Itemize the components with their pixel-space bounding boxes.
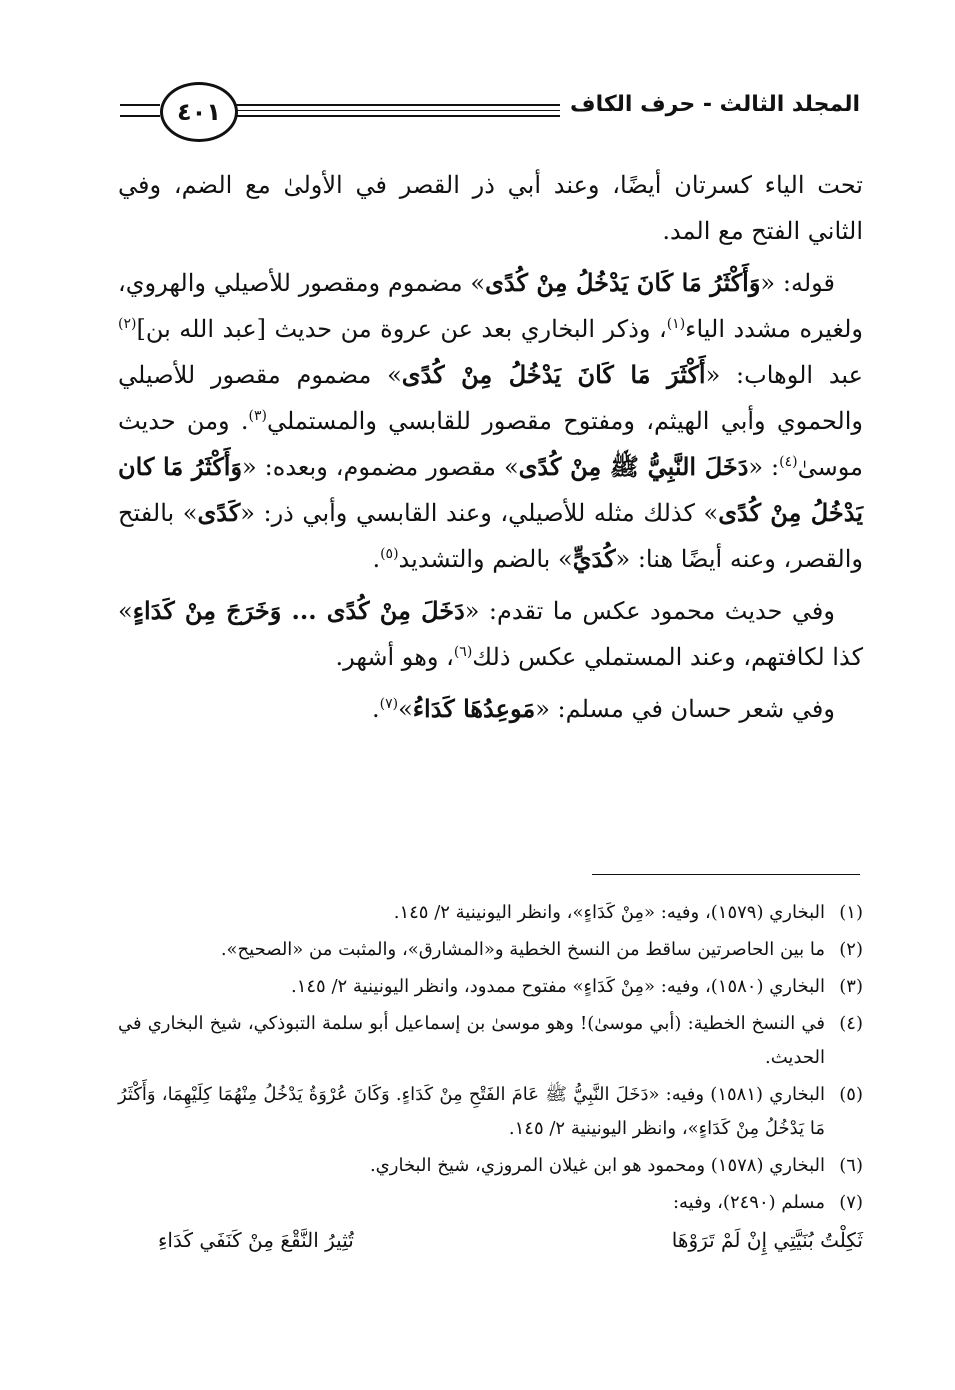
footnote: (٢) ما بين الحاصرتين ساقط من النسخ الخطية و«المشارق»، والمثبت من «الصحيح». [220,939,863,960]
quoted-hadith: دَخَلَ مِنْ كُدًى ... وَخَرَجَ مِنْ كَدَاءٍ [132,596,465,625]
page-number: ٤٠١ [160,82,238,142]
footnote-ref[interactable]: (٧) [379,696,399,712]
footnote-ref[interactable]: (١) [666,316,686,332]
quoted-verse: مَوعِدُهَا كَدَاءُ [412,694,536,723]
main-text [118,162,863,738]
quoted-hadith: أَكْثَرَ مَا كَانَ يَدْخُلُ مِنْ كُدًى [401,360,706,389]
footnote-ref[interactable]: (٥) [380,546,399,562]
footnote-ref[interactable]: (٦) [453,644,473,660]
footnote: (٧) مسلم (٢٤٩٠)، وفيه: [672,1192,863,1213]
paragraph: قوله: «وَأَكْثَرُ مَا كَانَ يَدْخُلُ مِنْ كُدًى» مضموم ومقصور للأصيلي والهروي، ولغيره مشدد الياء$^{(١)}$، وذكر البخاري بعد عن عروة من حديث [عبد الله بن]$^{(٢)}$ عبد الوهاب: «أَكْثَرَ مَا كَانَ يَدْخُلُ مِنْ كُدًى» مضموم مقصور للأصيلي والحموي وأبي الهيثم، ومفتوح مقصور للقابسي والمستملي$^{(٣)}$. ومن حديث موسىٰ$^{(٤)}$: «دَخَلَ النَّبِيُّ ﷺ مِنْ كُدًى» مقصور مضموم، وبعده: «وَأَكْثَرُ مَا كان يَدْخُلُ مِنْ كُدًى» كذلك مثله للأصيلي، وعند القابسي وأبي ذر: «كَدًى» بالفتح والقصر، وعنه أيضًا هنا: «كُدَيٍّ» بالضم والتشديد$^{(٥)}$. [118,268,864,573]
footnote-ref[interactable]: (٢) [118,316,137,332]
poetry-verse [118,1223,863,1257]
quoted-word: كَدًى [197,498,241,527]
paragraph: وفي حديث محمود عكس ما تقدم: «دَخَلَ مِنْ كُدًى ... وَخَرَجَ مِنْ كَدَاءٍ» كذا لكافتهم، وعند المستملي عكس ذلك$^{(٦)}$، وهو أشهر. [118,596,863,671]
footnote: (٥) البخاري (١٥٨١) وفيه: «دَخَلَ النَّبِيُّ ﷺ عَامَ الفَتْحِ مِنْ كَدَاءٍ. وَكَانَ عُرْوَةُ يَدْخُلُ مِنْهُمَا كِلَيْهِمَا، وَأَكْثَرُ مَا يَدْخُلُ مِنْ كَدَاءٍ»، وانظر اليونينية ٢/ ١٤٥. [118,1084,863,1139]
footnote-ref[interactable]: (٣) [248,408,267,424]
footnote: (١) البخاري (١٥٧٩)، وفيه: «مِنْ كَدَاءٍ»، وانظر اليونينية ٢/ ١٤٥. [393,902,863,923]
quoted-word: كُدَيٍّ [572,544,616,573]
page-header [120,78,860,140]
verse-first-hemistich: ثَكِلْتُ بُنَيَّتِي إِنْ لَمْ تَرَوْهَا [671,1228,863,1252]
paragraph: وفي شعر حسان في مسلم: «مَوعِدُهَا كَدَاءُ»$^{(٧)}$. [371,694,835,723]
quoted-hadith: وَأَكْثَرُ مَا كَانَ يَدْخُلُ مِنْ كُدًى [485,268,761,297]
paragraph: تحت الياء كسرتان أيضًا، وعند أبي ذر القصر في الأولىٰ مع الضم، وفي الثاني الفتح مع المد. [118,171,863,245]
quoted-hadith: وَأَكْثَرُ مَا كان يَدْخُلُ مِنْ كُدًى [118,452,864,527]
quoted-hadith: دَخَلَ النَّبِيُّ ﷺ مِنْ كُدًى [518,452,749,481]
footnote: (٤) في النسخ الخطية: (أبي موسىٰ)! وهو موسىٰ بن إسماعيل أبو سلمة التبوذكي، شيخ البخاري في الحديث. [118,1013,863,1068]
footnotes [118,896,863,1257]
running-title: المجلد الثالث - حرف الكاف [560,92,860,117]
footnote-separator [592,874,860,875]
footnote: (٦) البخاري (١٥٧٨) ومحمود هو ابن غيلان المروزي، شيخ البخاري. [369,1155,863,1176]
footnote: (٣) البخاري (١٥٨٠)، وفيه: «مِنْ كَدَاءٍ» مفتوح ممدود، وانظر اليونينية ٢/ ١٤٥. [290,976,863,997]
footnote-ref[interactable]: (٤) [779,454,798,470]
verse-second-hemistich: تُثِيرُ النَّقْعَ مِنْ كَنَفَي كَدَاءِ [158,1228,354,1252]
